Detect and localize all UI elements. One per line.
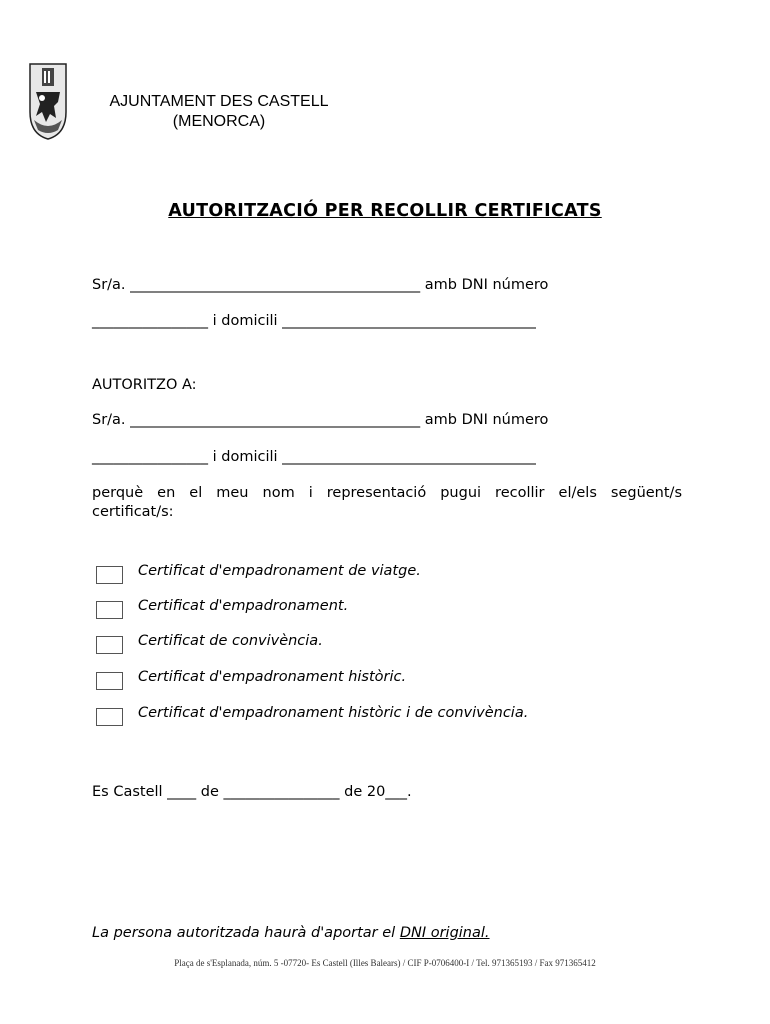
checkbox[interactable] [96,601,123,619]
applicant-address-line[interactable]: ________________ i domicili ___________________________________ [92,313,536,329]
certificate-label: Certificat d'empadronament de viatge. [138,563,421,579]
purpose-paragraph: perquè en el meu nom i representació pugui recollir el/els següent/s certificat/s: [92,485,682,520]
authorized-name-line[interactable]: Sr/a. ________________________________________ amb DNI número [92,412,549,428]
date-line[interactable]: Es Castell ____ de ________________ de 20___. [92,784,412,800]
coat-of-arms-icon [28,62,68,140]
applicant-name-line[interactable]: Sr/a. ________________________________________ amb DNI número [92,277,549,293]
footer-address: Plaça de s'Esplanada, núm. 5 -07720- Es Castell (Illes Balears) / CIF P-0706400-I / Tel. 971365193 / Fax 971365412 [174,958,596,968]
header-line-2: (MENORCA) [172,113,266,130]
certificate-label: Certificat de convivència. [138,633,323,649]
header-line-1: AJUNTAMENT DES CASTELL [109,93,329,110]
certificate-label: Certificat d'empadronament històric. [138,669,407,685]
certificate-label: Certificat d'empadronament històric i de convivència. [138,705,529,721]
checkbox[interactable] [96,566,123,584]
authorize-heading: AUTORITZO A: [92,377,197,393]
document-title: AUTORITZACIÓ PER RECOLLIR CERTIFICATS [168,201,602,221]
checkbox[interactable] [96,672,123,690]
checkbox[interactable] [96,708,123,726]
certificate-label: Certificat d'empadronament. [138,598,349,614]
checkbox[interactable] [96,636,123,654]
authorized-address-line[interactable]: ________________ i domicili ___________________________________ [92,449,536,465]
id-requirement-note [92,925,490,941]
municipality-header [92,92,346,132]
note-text: La persona autoritzada haurà d'aportar el [92,925,400,941]
note-underlined-text: DNI original. [399,925,490,941]
